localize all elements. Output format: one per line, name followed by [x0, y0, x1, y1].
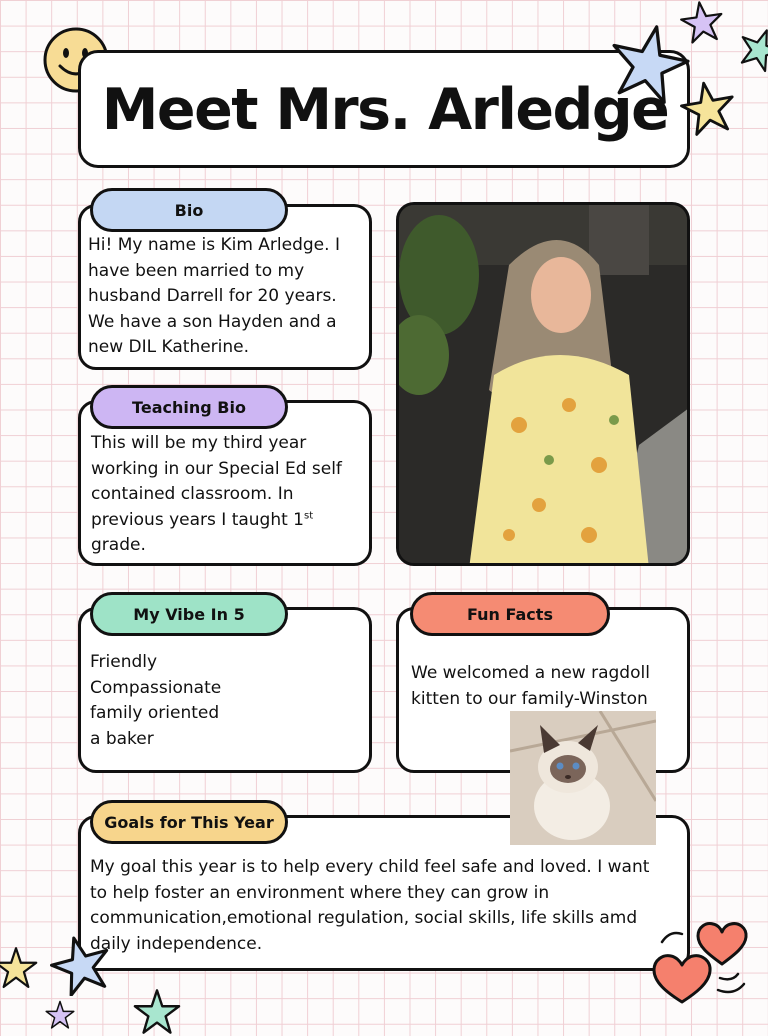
- teaching-bio-text: This will be my third year working in our Special Ed self contained classroom. In previous years I taught 1st grade.: [91, 433, 342, 555]
- star-icon: [50, 934, 112, 996]
- page-title: Meet Mrs. Arledge: [101, 77, 669, 143]
- vibe-list: Friendly Compassionate family oriented a baker: [90, 652, 222, 749]
- star-icon: [676, 0, 728, 44]
- goals-text: My goal this year is to help every child feel safe and loved. I want to help foster an environment where they can grow in communication,emotional regulation, social skills, life skills amd daily independence.: [90, 857, 650, 954]
- teaching-bio-label: Teaching Bio: [90, 385, 288, 429]
- bio-label: Bio: [90, 188, 288, 232]
- star-icon: [680, 80, 736, 136]
- goals-label: Goals for This Year: [90, 800, 288, 844]
- teacher-photo: [396, 202, 690, 566]
- fun-facts-text: We welcomed a new ragdoll kitten to our family-Winston: [411, 663, 650, 709]
- star-icon: [0, 944, 38, 992]
- star-icon: [38, 1000, 82, 1030]
- star-icon: [738, 22, 768, 76]
- kitten-photo: [510, 711, 656, 845]
- hearts-icon: [648, 912, 758, 1008]
- fun-facts-label: Fun Facts: [410, 592, 610, 636]
- star-icon: [130, 988, 184, 1036]
- vibe-label: My Vibe In 5: [90, 592, 288, 636]
- bio-text: Hi! My name is Kim Arledge. I have been married to my husband Darrell for 20 years. We have a son Hayden and a new DIL Katherine.: [88, 235, 340, 357]
